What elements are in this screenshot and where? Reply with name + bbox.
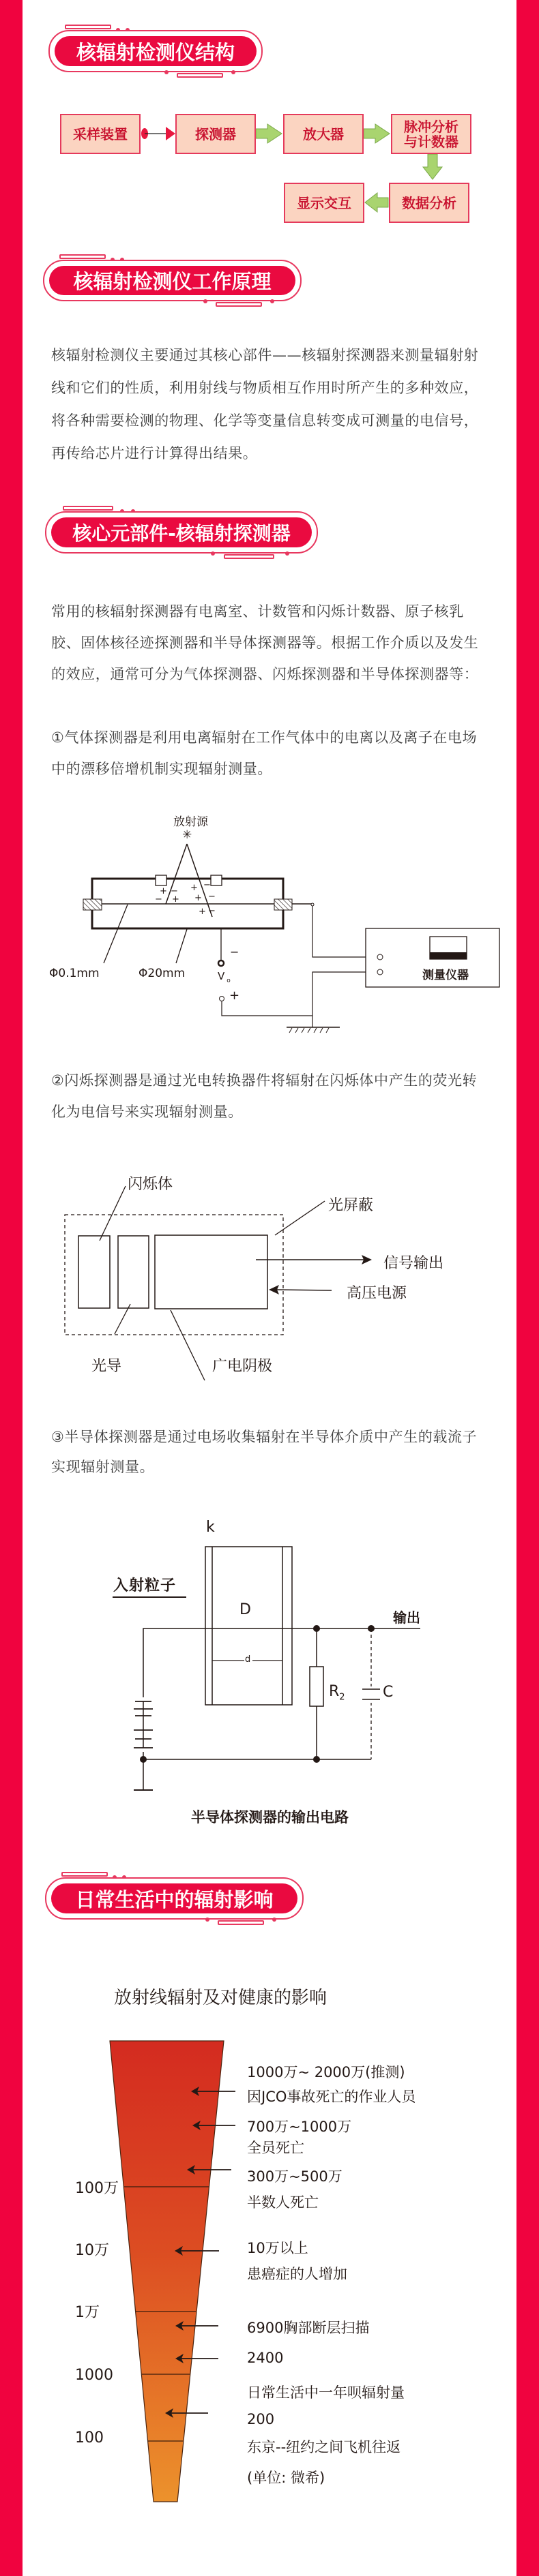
high-voltage-label: 高压电源 [347, 1285, 407, 1302]
plus-terminal-label: + [229, 988, 240, 1003]
circuit-caption: 半导体探测器的输出电路 [191, 1809, 349, 1825]
section-title: 核心元部件-核辐射探测器 [72, 522, 291, 545]
scale-label: 10万 [75, 2242, 109, 2259]
unit-note: (单位: 微希) [247, 2470, 325, 2486]
dose-value: 1000万~ 2000万(推测) [247, 2064, 405, 2080]
principle-paragraph: 核辐射检测仪主要通过其核心部件——核辐射探测器来测量辐射射线和它们的性质，利用射线与物质相互作用时所产生的多种效应，将各种需要检测的物理、化学等变量信息转变成可测量的电信号，再传给芯片进行计算得出结果。 [51, 347, 479, 461]
incident-particle-label: 入射粒子 [113, 1577, 177, 1594]
scale-label: 100 [75, 2429, 104, 2446]
charge: − [155, 894, 162, 905]
section-title: 核辐射检测仪工作原理 [73, 270, 272, 293]
resistor-label: $R_2$ [329, 1683, 345, 1703]
scale-label: 1000 [75, 2367, 113, 2384]
dose-effect: 患癌症的人增加 [247, 2266, 347, 2282]
charge: − [208, 892, 216, 902]
radiation-star-icon: ✳ [182, 828, 192, 842]
charge: − [208, 906, 216, 916]
charge: + [194, 893, 202, 903]
charge: + [199, 907, 206, 917]
small-d-label: d [245, 1654, 251, 1665]
semiconductor-paragraph: ③半导体探测器是通过电场收集辐射在半导体介质中产生的载流子实现辐射测量。 [51, 1429, 478, 1475]
flow-box-sampling: 采样装置 [60, 114, 141, 154]
big-d-label: D [239, 1601, 251, 1618]
section-title: 日常生活中的辐射影响 [75, 1888, 274, 1911]
dose-effect: 全员死亡 [247, 2140, 304, 2156]
instrument-label: 测量仪器 [422, 969, 469, 982]
dose-value: 700万~1000万 [247, 2119, 352, 2135]
flow-box-data-analysis: 数据分析 [389, 183, 469, 223]
voltage-label: V $_o$ [218, 970, 231, 984]
light-shield-label: 光屏蔽 [328, 1197, 374, 1214]
wire-diameter-label: Φ0.1mm [49, 967, 100, 980]
flow-box-display: 显示交互 [284, 183, 364, 223]
minus-terminal-label: − [230, 945, 239, 958]
flow-box-pulse-analyzer: 脉冲分析与计数器 [391, 114, 471, 154]
detector-intro-paragraph: 常用的核辐射探测器有电离室、计数管和闪烁计数器、原子核乳胶、固体核径迹探测器和半导体探测器等。根据工作介质以及发生的效应，通常可分为气体探测器、闪烁探测器和半导体探测器等： [51, 603, 479, 682]
section-title: 核辐射检测仪结构 [76, 40, 235, 64]
charge: + [172, 894, 179, 905]
flow-box-detector: 探测器 [175, 114, 256, 154]
capacitor-label: C [383, 1684, 394, 1701]
scintillation-paragraph: ②闪烁探测器是通过光电转换器件将辐射在闪烁体中产生的荧光转化为电信号来实现辐射测量。 [51, 1072, 478, 1120]
scintillator-label: 闪烁体 [128, 1176, 173, 1193]
light-guide-label: 光导 [91, 1358, 122, 1375]
chart-title: 放射线辐射及对健康的影响 [114, 1988, 327, 2008]
scale-label: 100万 [75, 2180, 119, 2197]
signal-output-label: 信号输出 [383, 1255, 444, 1272]
charge: − [171, 886, 178, 896]
gas-detector-paragraph: ①气体探测器是利用电离辐射在工作气体中的电离以及离子在电场中的漂移倍增机制实现辐射测量。 [51, 729, 478, 777]
dose-entry: 6900胸部断层扫描 [247, 2320, 370, 2336]
photocathode-label: 广电阴极 [212, 1358, 273, 1375]
dose-value: 300万~500万 [247, 2168, 343, 2185]
dose-effect: 日常生活中一年呗辐射量 [247, 2384, 405, 2401]
output-label: 输出 [393, 1609, 420, 1626]
dose-effect: 半数人死亡 [247, 2194, 319, 2211]
dose-value: 10万以上 [247, 2240, 308, 2256]
scale-label: 1万 [75, 2304, 100, 2321]
charge: + [160, 886, 167, 896]
k-label: k [206, 1519, 215, 1536]
dose-effect: 因JCO事故死亡的作业人员 [247, 2089, 416, 2105]
charge: + [190, 883, 198, 893]
flow-box-amplifier: 放大器 [283, 114, 364, 154]
source-label: 放射源 [173, 815, 208, 829]
charge: − [203, 880, 211, 890]
dose-value: 2400 [247, 2350, 284, 2366]
dose-value: 200 [247, 2411, 275, 2427]
dose-effect: 东京--纽约之间飞机往返 [247, 2439, 401, 2455]
tube-diameter-label: Φ20mm [139, 967, 186, 980]
